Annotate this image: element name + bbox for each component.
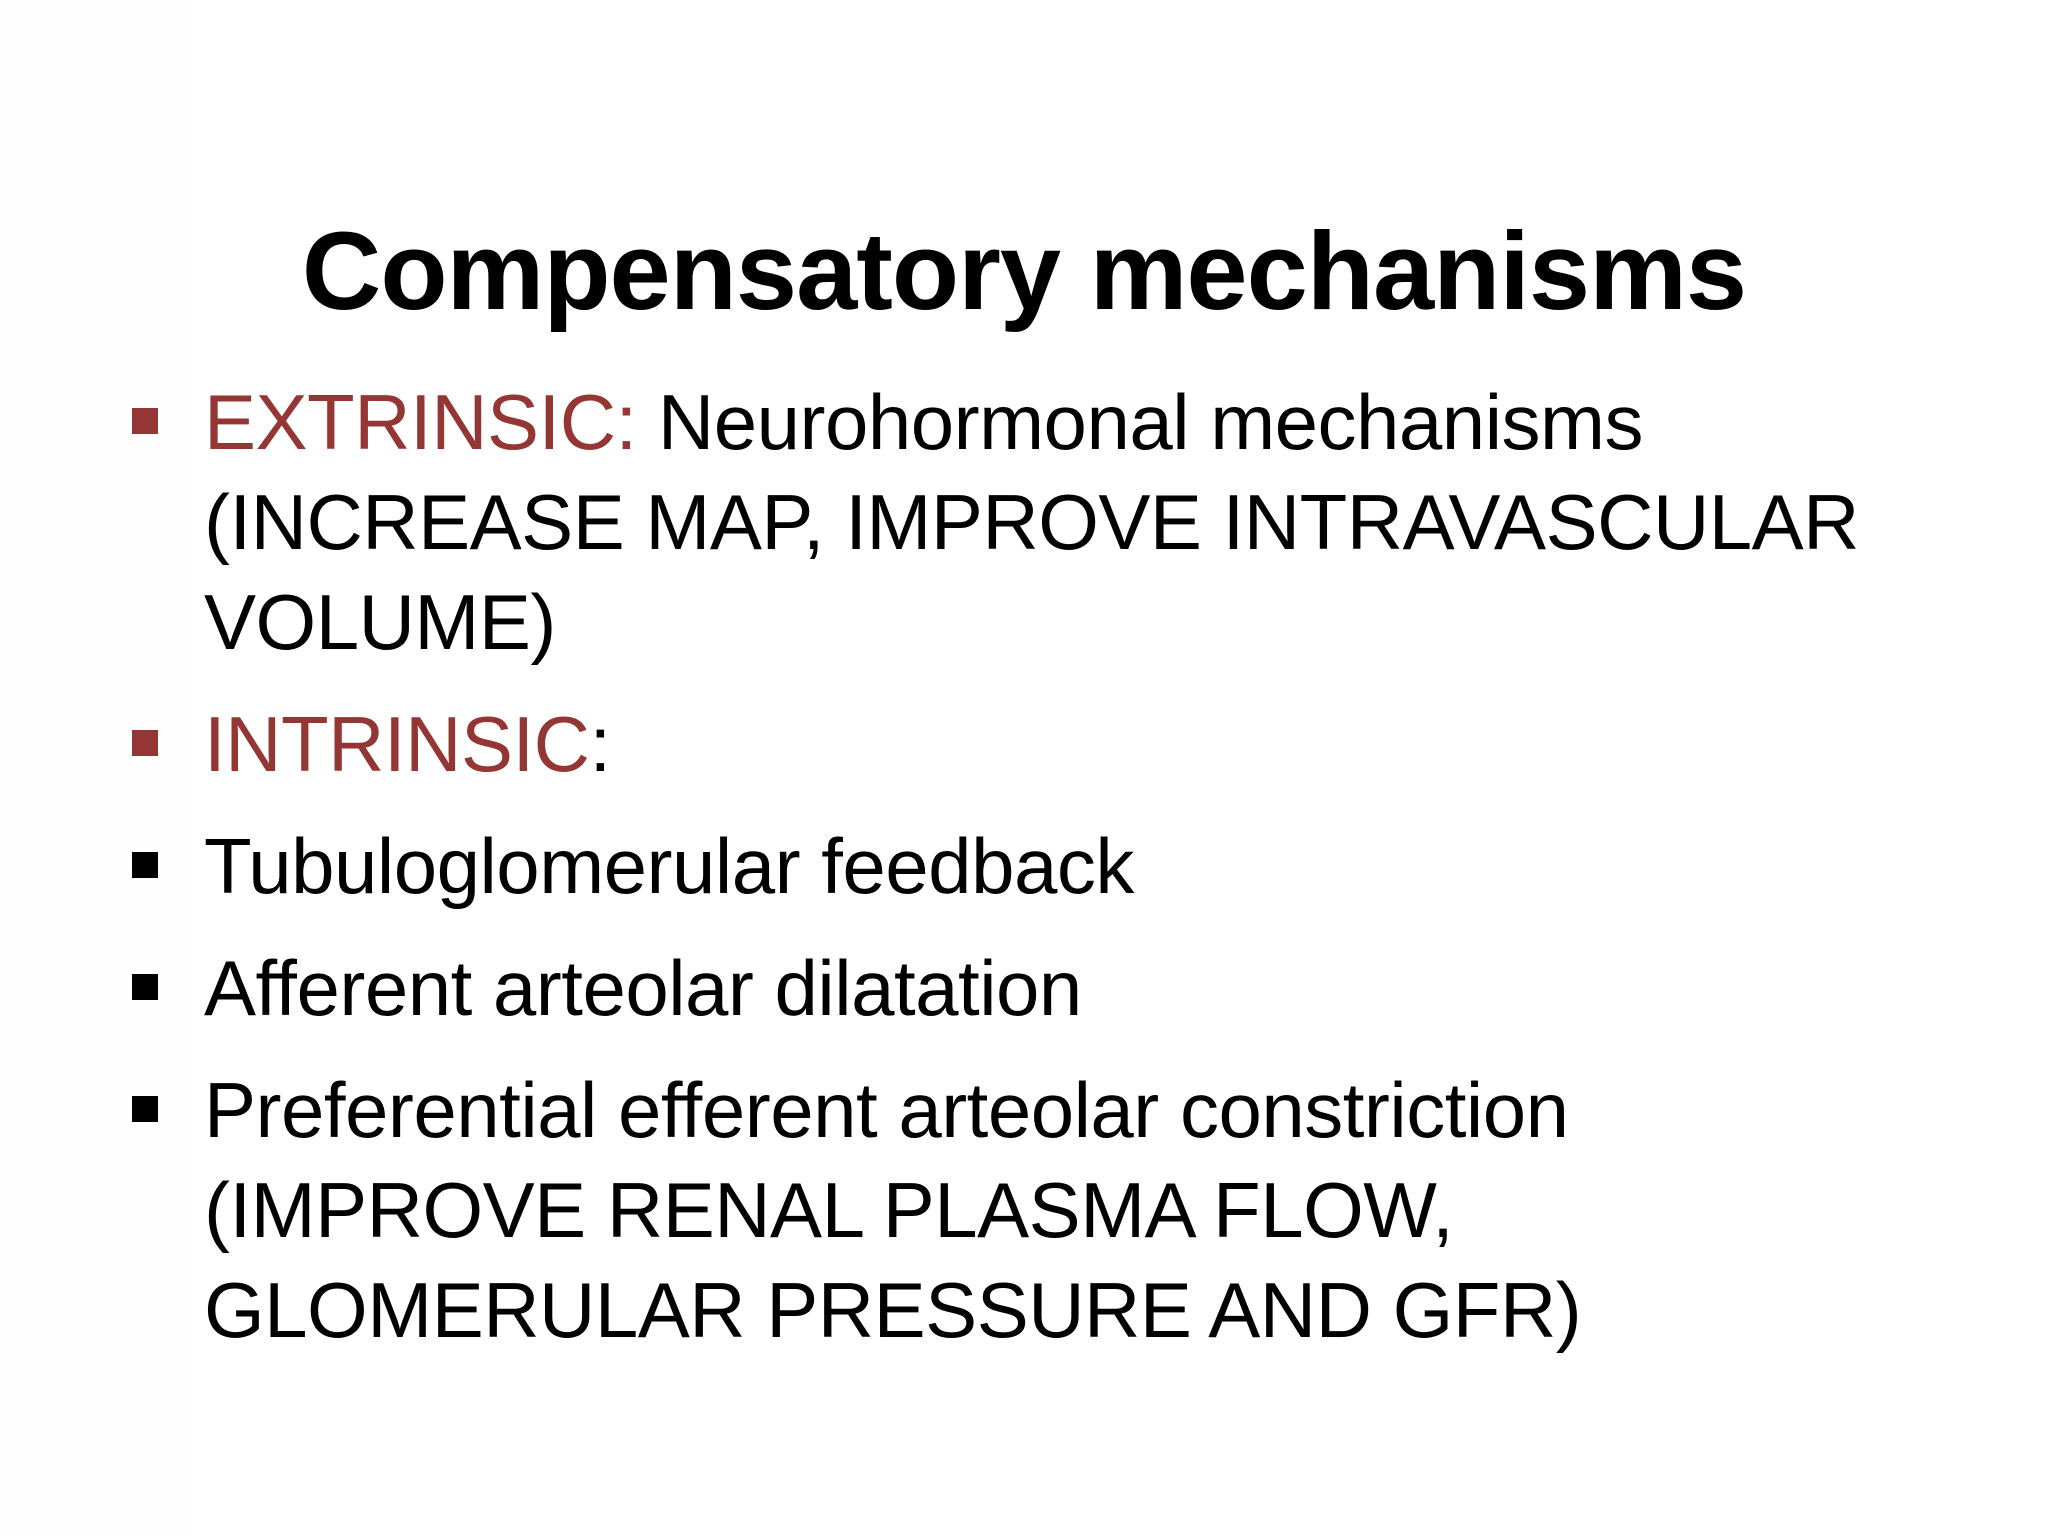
bullet-square-icon: [132, 730, 158, 756]
bullet-lead: EXTRINSIC:: [204, 378, 637, 466]
bullet-tubuloglomerular-feedback: [128, 816, 1948, 916]
bullet-text: Afferent arteolar dilatation: [204, 944, 1082, 1032]
bullet-extrinsic: [128, 372, 1948, 672]
bullet-lead: INTRINSIC: [204, 700, 590, 788]
bullet-text: Preferential efferent arteolar constriction (IMPROVE RENAL PLASMA FLOW, GLOMERULAR PRESSURE AND GFR): [204, 1066, 1582, 1354]
bullet-square-icon: [132, 974, 158, 1000]
bullet-list: [128, 372, 1948, 1360]
bullet-intrinsic: [128, 694, 1948, 794]
bullet-text: Neurohormonal mechanisms (INCREASE MAP, IMPROVE INTRAVASCULAR VOLUME): [204, 378, 1860, 666]
bullet-square-icon: [132, 1096, 158, 1122]
bullet-afferent-dilatation: [128, 938, 1948, 1038]
slide-title: Compensatory mechanisms: [301, 209, 1747, 333]
bullet-square-icon: [132, 408, 158, 434]
bullet-text: Tubuloglomerular feedback: [204, 822, 1134, 910]
bullet-text: :: [589, 700, 611, 788]
bullet-square-icon: [132, 852, 158, 878]
bullet-efferent-constriction: [128, 1060, 1948, 1360]
